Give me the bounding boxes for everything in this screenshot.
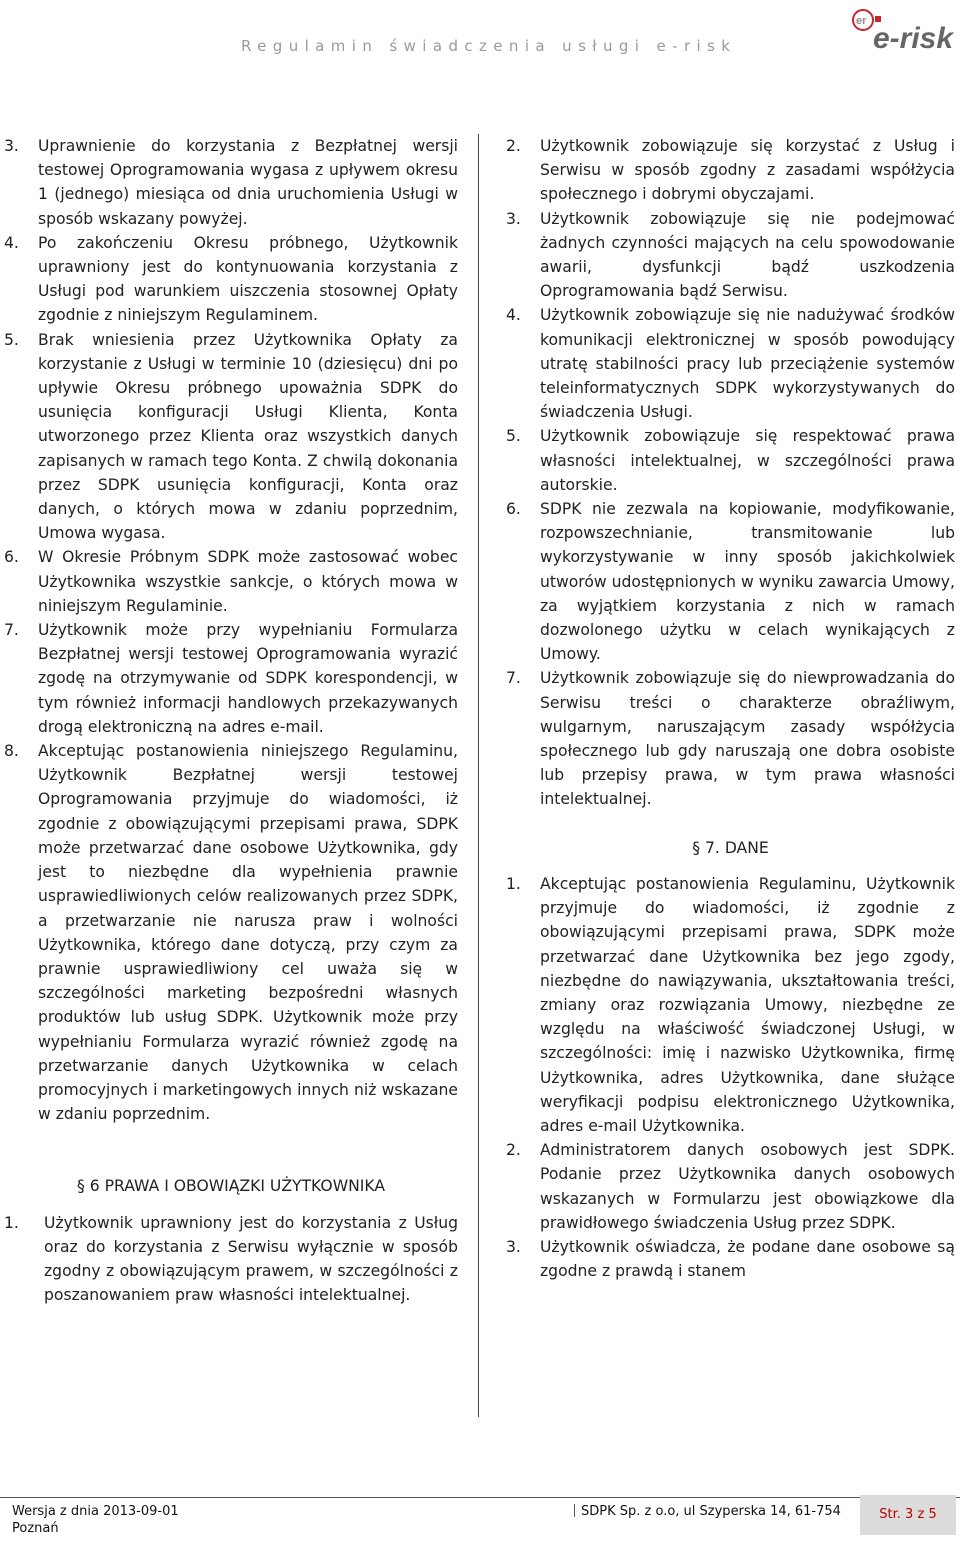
list-item bbox=[506, 1235, 955, 1283]
page-prefix: Str. bbox=[879, 1507, 901, 1522]
list-item bbox=[506, 134, 955, 207]
item-number: 2. bbox=[506, 137, 521, 155]
item-number: 3. bbox=[506, 1237, 521, 1256]
list-item bbox=[506, 872, 955, 1138]
footer-company-address: SDPK Sp. z o.o, ul Szyperska 14, 61-754 bbox=[581, 1504, 841, 1519]
item-number: 8. bbox=[4, 742, 19, 761]
item-number: 2. bbox=[506, 1141, 521, 1160]
item-text: Akceptując postanowienia Regulaminu, Użytkownik przyjmuje do wiadomości, iż zgodnie z obowiązującymi przepisami prawa, SDPK może przetwarzać dane Użytkownika bez jego zgody, niezbędne do nawiązywania, ukształtowania treści, zmiany oraz rozwiązania Umowy, niezbędne ze względu na właściwość świadczonej Usługi, w szczególności: imię i nazwisko Użytkownika, firmę Użytkownika, adres Użytkownika, dane służące weryfikacji podpisu elektronicznego Użytkownika, adres e-mail Użytkownika. bbox=[540, 874, 955, 1135]
list-item bbox=[4, 231, 458, 328]
list-item bbox=[4, 545, 458, 618]
footer-company bbox=[574, 1503, 841, 1520]
item-number: 7. bbox=[4, 621, 19, 640]
left-column bbox=[4, 134, 458, 1307]
footer-rule bbox=[0, 1497, 960, 1498]
item-number: 1. bbox=[506, 874, 521, 893]
item-number: 3. bbox=[4, 137, 19, 155]
item-number: 1. bbox=[4, 1213, 19, 1232]
page-separator: z bbox=[917, 1507, 925, 1522]
list-item bbox=[506, 497, 955, 666]
item-text: Akceptując postanowienia niniejszego Regulaminu, Użytkownik Bezpłatnej wersji testowej Oprogramowania przyjmuje do wiadomości, iż zgodnie z obowiązującymi przepisami prawa, SDPK może przetwarzać dane osobowe Użytkownika, gdy jest to niezbędne dla wypełnienia prawnie usprawiedliwionych celów realizowanych przez SDPK, a przetwarzanie nie narusza praw i wolności Użytkownika, którego dane dotyczą, przy czym za prawnie usprawiedliwiony cel uważa się w szczególności marketing bezpośredni własnych produktów lub usług SDPK. Użytkownik może przy wypełnianiu Formularza wyrazić również zgodę na przetwarzanie danych Użytkownika w celach promocyjnych i marketingowych innych niż wskazane w zdaniu poprzednim. bbox=[38, 742, 458, 1124]
page-current: 3 bbox=[905, 1507, 914, 1522]
section-6-heading: § 6 PRAWA I OBOWIĄZKI UŻYTKOWNIKA bbox=[76, 1177, 385, 1196]
item-text: Użytkownik zobowiązuje się nie nadużywać środków komunikacji elektronicznej w sposób powodujący utratę stabilności pracy lub przeciążenie systemów teleinformatycznych SDPK wykorzystywanych do świadczenia Usługi. bbox=[540, 306, 955, 422]
item-text: W Okresie Próbnym SDPK może zastosować wobec Użytkownika wszystkie sankcje, o których mowa w niniejszym Regulaminie. bbox=[38, 548, 458, 615]
item-number: 6. bbox=[506, 500, 521, 519]
item-text: Użytkownik uprawniony jest do korzystania z Usług oraz do korzystania z Serwisu wyłącznie w sposób zgodny z obowiązującym prawem, w szczególności z poszanowaniem praw własności intelektualnej. bbox=[44, 1213, 458, 1305]
footer-version bbox=[12, 1503, 179, 1537]
column-divider bbox=[478, 134, 479, 1417]
item-number: 4. bbox=[506, 306, 521, 325]
item-number: 3. bbox=[506, 209, 521, 228]
list-item bbox=[4, 328, 458, 546]
list-item bbox=[506, 424, 955, 497]
item-text: Użytkownik zobowiązuje się do niewprowadzania do Serwisu treści o charakterze obraźliwym, wulgarnym, naruszającym zasady współżycia społecznego lub gdy naruszają one dobra osobiste lub przepisy prawa, w tym prawa własności intelektualnej. bbox=[540, 669, 955, 809]
footer-version-date: Wersja z dnia 2013-09-01 bbox=[12, 1504, 179, 1519]
item-number: 7. bbox=[506, 669, 521, 688]
list-item bbox=[506, 207, 955, 304]
list-item bbox=[506, 666, 955, 811]
right-column bbox=[506, 134, 955, 1283]
list-item bbox=[4, 618, 458, 739]
footer-city: Poznań bbox=[12, 1521, 59, 1536]
item-number: 5. bbox=[4, 330, 19, 349]
list-item bbox=[4, 1211, 458, 1308]
svg-text:e-risk: e-risk bbox=[873, 22, 954, 54]
page-total: 5 bbox=[928, 1507, 937, 1522]
item-text: Brak wniesienia przez Użytkownika Opłaty za korzystanie z Usługi w terminie 10 (dziesięcu) dni po upływie Okresu próbnego upoważnia SDPK do usunięcia konfiguracji Usługi Klienta, Konta utworzonego przez Klienta oraz wszystkich danych zapisanych w ramach tego Konta. Z chwilą dokonania przez SDPK usunięcia konfiguracji, Konta oraz danych, o których mowa w zdaniu poprzednim, Umowa wygasa. bbox=[38, 330, 458, 543]
item-text: Użytkownik zobowiązuje się korzystać z Usług i Serwisu w sposób zgodny z zasadami współżycia społecznego i dobrymi obyczajami. bbox=[540, 137, 955, 204]
svg-text:er: er bbox=[856, 15, 867, 27]
item-number: 6. bbox=[4, 548, 19, 567]
e-risk-logo bbox=[845, 8, 957, 54]
item-number: 4. bbox=[4, 233, 19, 252]
item-text: Użytkownik oświadcza, że podane dane osobowe są zgodne z prawdą i stanem bbox=[540, 1237, 955, 1281]
item-text: Po zakończeniu Okresu próbnego, Użytkownik uprawniony jest do kontynuowania korzystania z Usługi pod warunkiem uiszczenia stosownej Opłaty zgodnie z niniejszym Regulaminem. bbox=[38, 233, 458, 325]
list-item bbox=[4, 134, 458, 231]
section-7-heading: § 7. DANE bbox=[692, 838, 769, 857]
item-text: Użytkownik zobowiązuje się respektować prawa własności intelektualnej, w szczególności prawa autorskie. bbox=[540, 427, 955, 494]
item-text: Administratorem danych osobowych jest SDPK. Podanie przez Użytkownika danych osobowych wskazanych w Formularzu jest obowiązkowe dla prawidłowego świadczenia Usług przez SDPK. bbox=[540, 1141, 955, 1232]
list-item bbox=[506, 1138, 955, 1235]
page-number bbox=[860, 1495, 956, 1535]
list-item bbox=[4, 739, 458, 1126]
item-text: Uprawnienie do korzystania z Bezpłatnej wersji testowej Oprogramowania wygasa z upływem okresu 1 (jednego) miesiąca od dnia uruchomienia Usługi w sposób wskazany powyżej. bbox=[38, 137, 458, 228]
list-item bbox=[506, 303, 955, 424]
header-title: Regulamin świadczenia usługi e-risk bbox=[241, 37, 737, 55]
item-number: 5. bbox=[506, 427, 521, 446]
item-text: SDPK nie zezwala na kopiowanie, modyfikowanie, rozpowszechnianie, transmitowanie lub wykorzystywanie w inny sposób jakichkolwiek utworów udostępnionych w wyniku zawarcia Umowy, za wyjątkiem korzystania z nich w ramach dozwolonego użytku w celach wynikających z Umowy. bbox=[540, 500, 955, 664]
item-text: Użytkownik może przy wypełnianiu Formularza Bezpłatnej wersji testowej Oprogramowania wyrazić zgodę na otrzymywanie od SDPK korespondencji, w tym również informacji handlowych przekazywanych drogą elektroniczną na adres e-mail. bbox=[38, 621, 458, 736]
item-text: Użytkownik zobowiązuje się nie podejmować żadnych czynności mających na celu spowodowanie awarii, dysfunkcji bądź uszkodzenia Oprogramowania bądź Serwisu. bbox=[540, 209, 955, 301]
